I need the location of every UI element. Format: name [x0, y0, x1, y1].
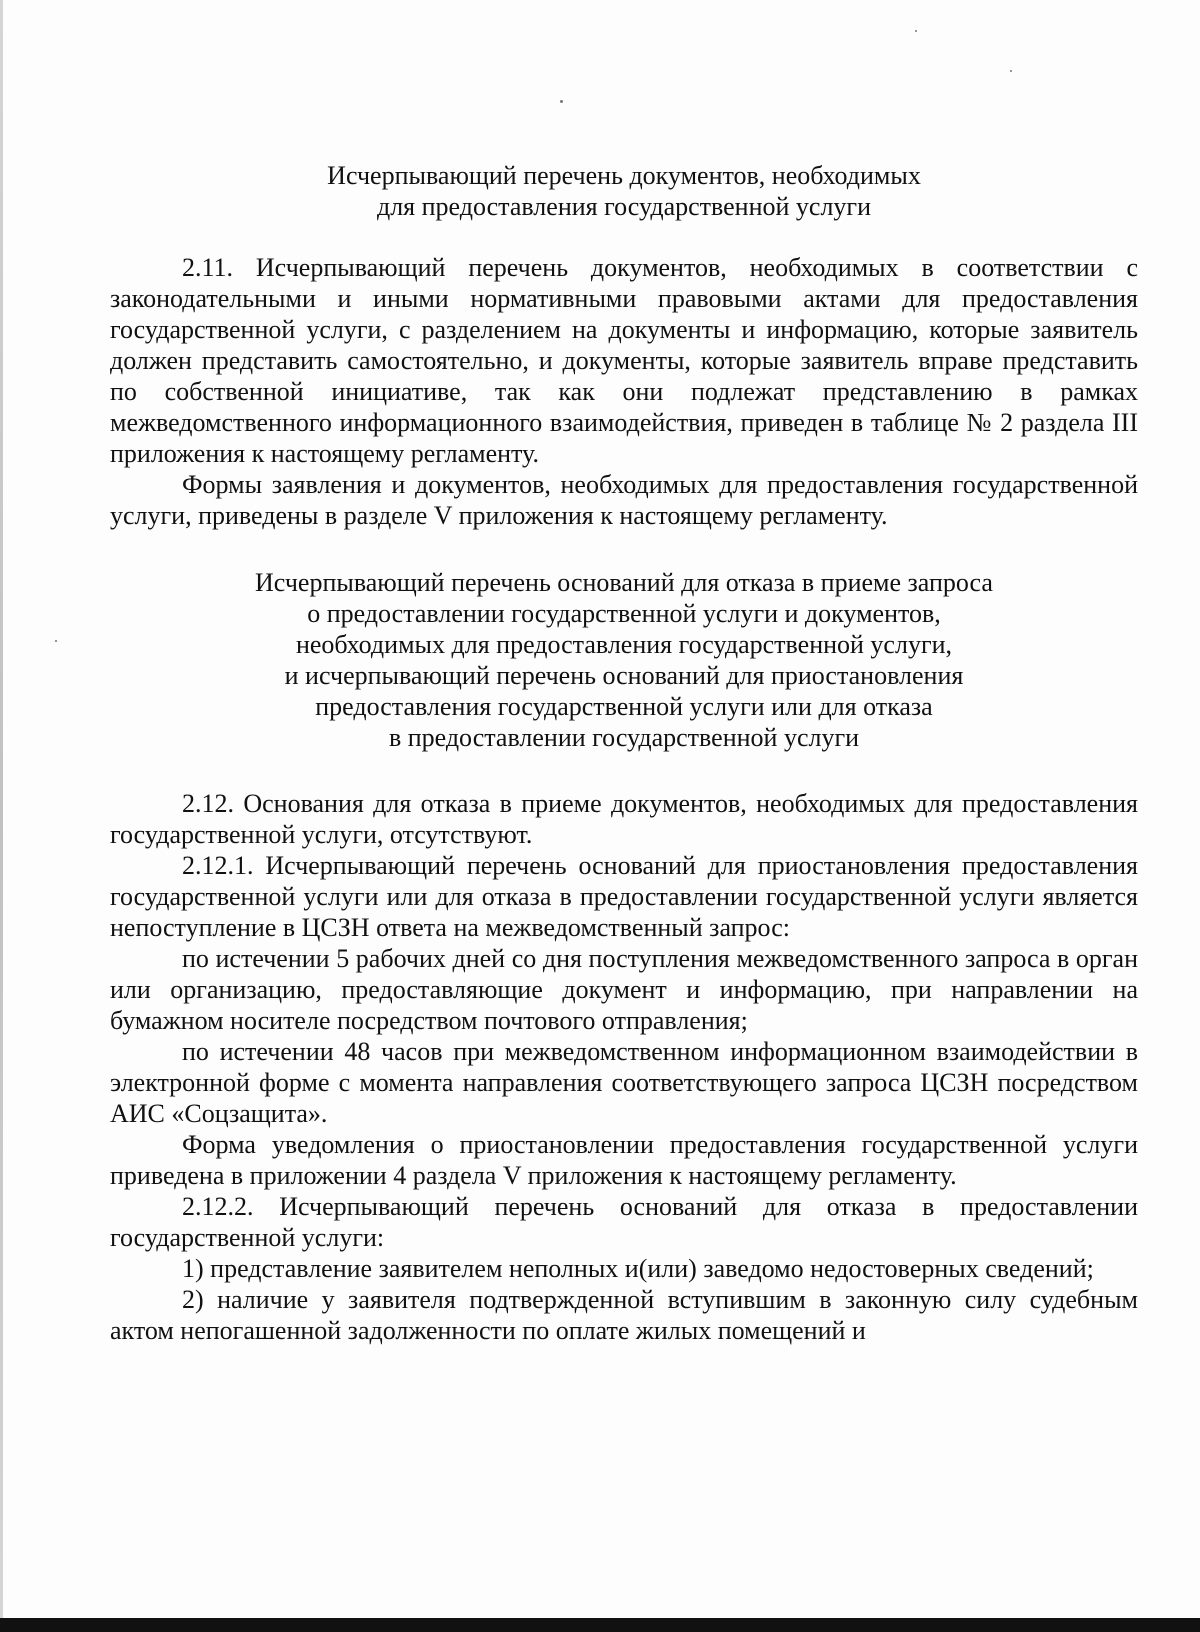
heading-line: Исчерпывающий перечень документов, необходимых — [327, 161, 921, 190]
heading-line: Исчерпывающий перечень оснований для отказа в приеме запроса — [255, 568, 993, 597]
paragraph-2-12-2: 2.12.2. Исчерпывающий перечень оснований для отказа в предоставлении государственной услуги: — [110, 1192, 1138, 1252]
paragraph-5-working-days: по истечении 5 рабочих дней со дня поступления межведомственного запроса в орган или организацию, предоставляющие документ и информацию, при направлении на бумажном носителе посредством почтового отправления; — [110, 944, 1138, 1035]
heading-line: для предоставления государственной услуги — [376, 192, 872, 221]
list-item-2: 2) наличие у заявителя подтвержденной вступившим в законную силу судебным актом непогашенной задолженности по оплате жилых помещений и — [110, 1285, 1138, 1345]
heading-line: и исчерпывающий перечень оснований для приостановления — [284, 661, 964, 690]
paragraph-2-12: 2.12. Основания для отказа в приеме документов, необходимых для предоставления государственной услуги, отсутствуют. — [110, 789, 1138, 849]
section-heading-documents — [110, 160, 1138, 222]
heading-line: о предоставлении государственной услуги и документов, — [307, 599, 941, 628]
paragraph-forms: Формы заявления и документов, необходимых для предоставления государственной услуги, приведены в разделе V приложения к настоящему регламенту. — [110, 470, 1138, 530]
section-heading-refusal-grounds — [110, 567, 1138, 753]
scan-speck — [560, 100, 563, 103]
heading-line: необходимых для предоставления государственной услуги, — [295, 630, 953, 659]
paragraph-2-11: 2.11. Исчерпывающий перечень документов, необходимых в соответствии с законодательными и иными нормативными правовыми актами для предоставления государственной услуги, с разделением на документы и информацию, которые заявитель должен представить самостоятельно, и документы, которые заявитель вправе представить по собственной инициативе, так как они подлежат представлению в рамках межведомственного информационного взаимодействия, приведен в таблице № 2 раздела III приложения к настоящему регламенту. — [110, 253, 1138, 468]
scan-speck — [55, 640, 57, 642]
paragraph-notice-form: Форма уведомления о приостановлении предоставления государственной услуги приведена в приложении 4 раздела V приложения к настоящему регламенту. — [110, 1130, 1138, 1190]
paragraph-2-12-1: 2.12.1. Исчерпывающий перечень оснований для приостановления предоставления государственной услуги или для отказа в предоставлении государственной услуги является непоступление в ЦСЗН ответа на межведомственный запрос: — [110, 851, 1138, 942]
scan-speck — [915, 30, 917, 32]
document-body — [110, 160, 1138, 1346]
paragraph-48-hours: по истечении 48 часов при межведомственном информационном взаимодействии в электронной форме с момента направления соответствующего запроса ЦСЗН посредством АИС «Соцзащита». — [110, 1037, 1138, 1128]
scan-left-edge — [0, 0, 3, 1632]
scan-bottom-border — [0, 1618, 1200, 1632]
heading-line: предоставления государственной услуги или для отказа — [315, 692, 933, 721]
heading-line: в предоставлении государственной услуги — [388, 723, 860, 752]
scan-speck — [1010, 70, 1012, 72]
list-item-1: 1) представление заявителем неполных и(или) заведомо недостоверных сведений; — [182, 1254, 1094, 1283]
